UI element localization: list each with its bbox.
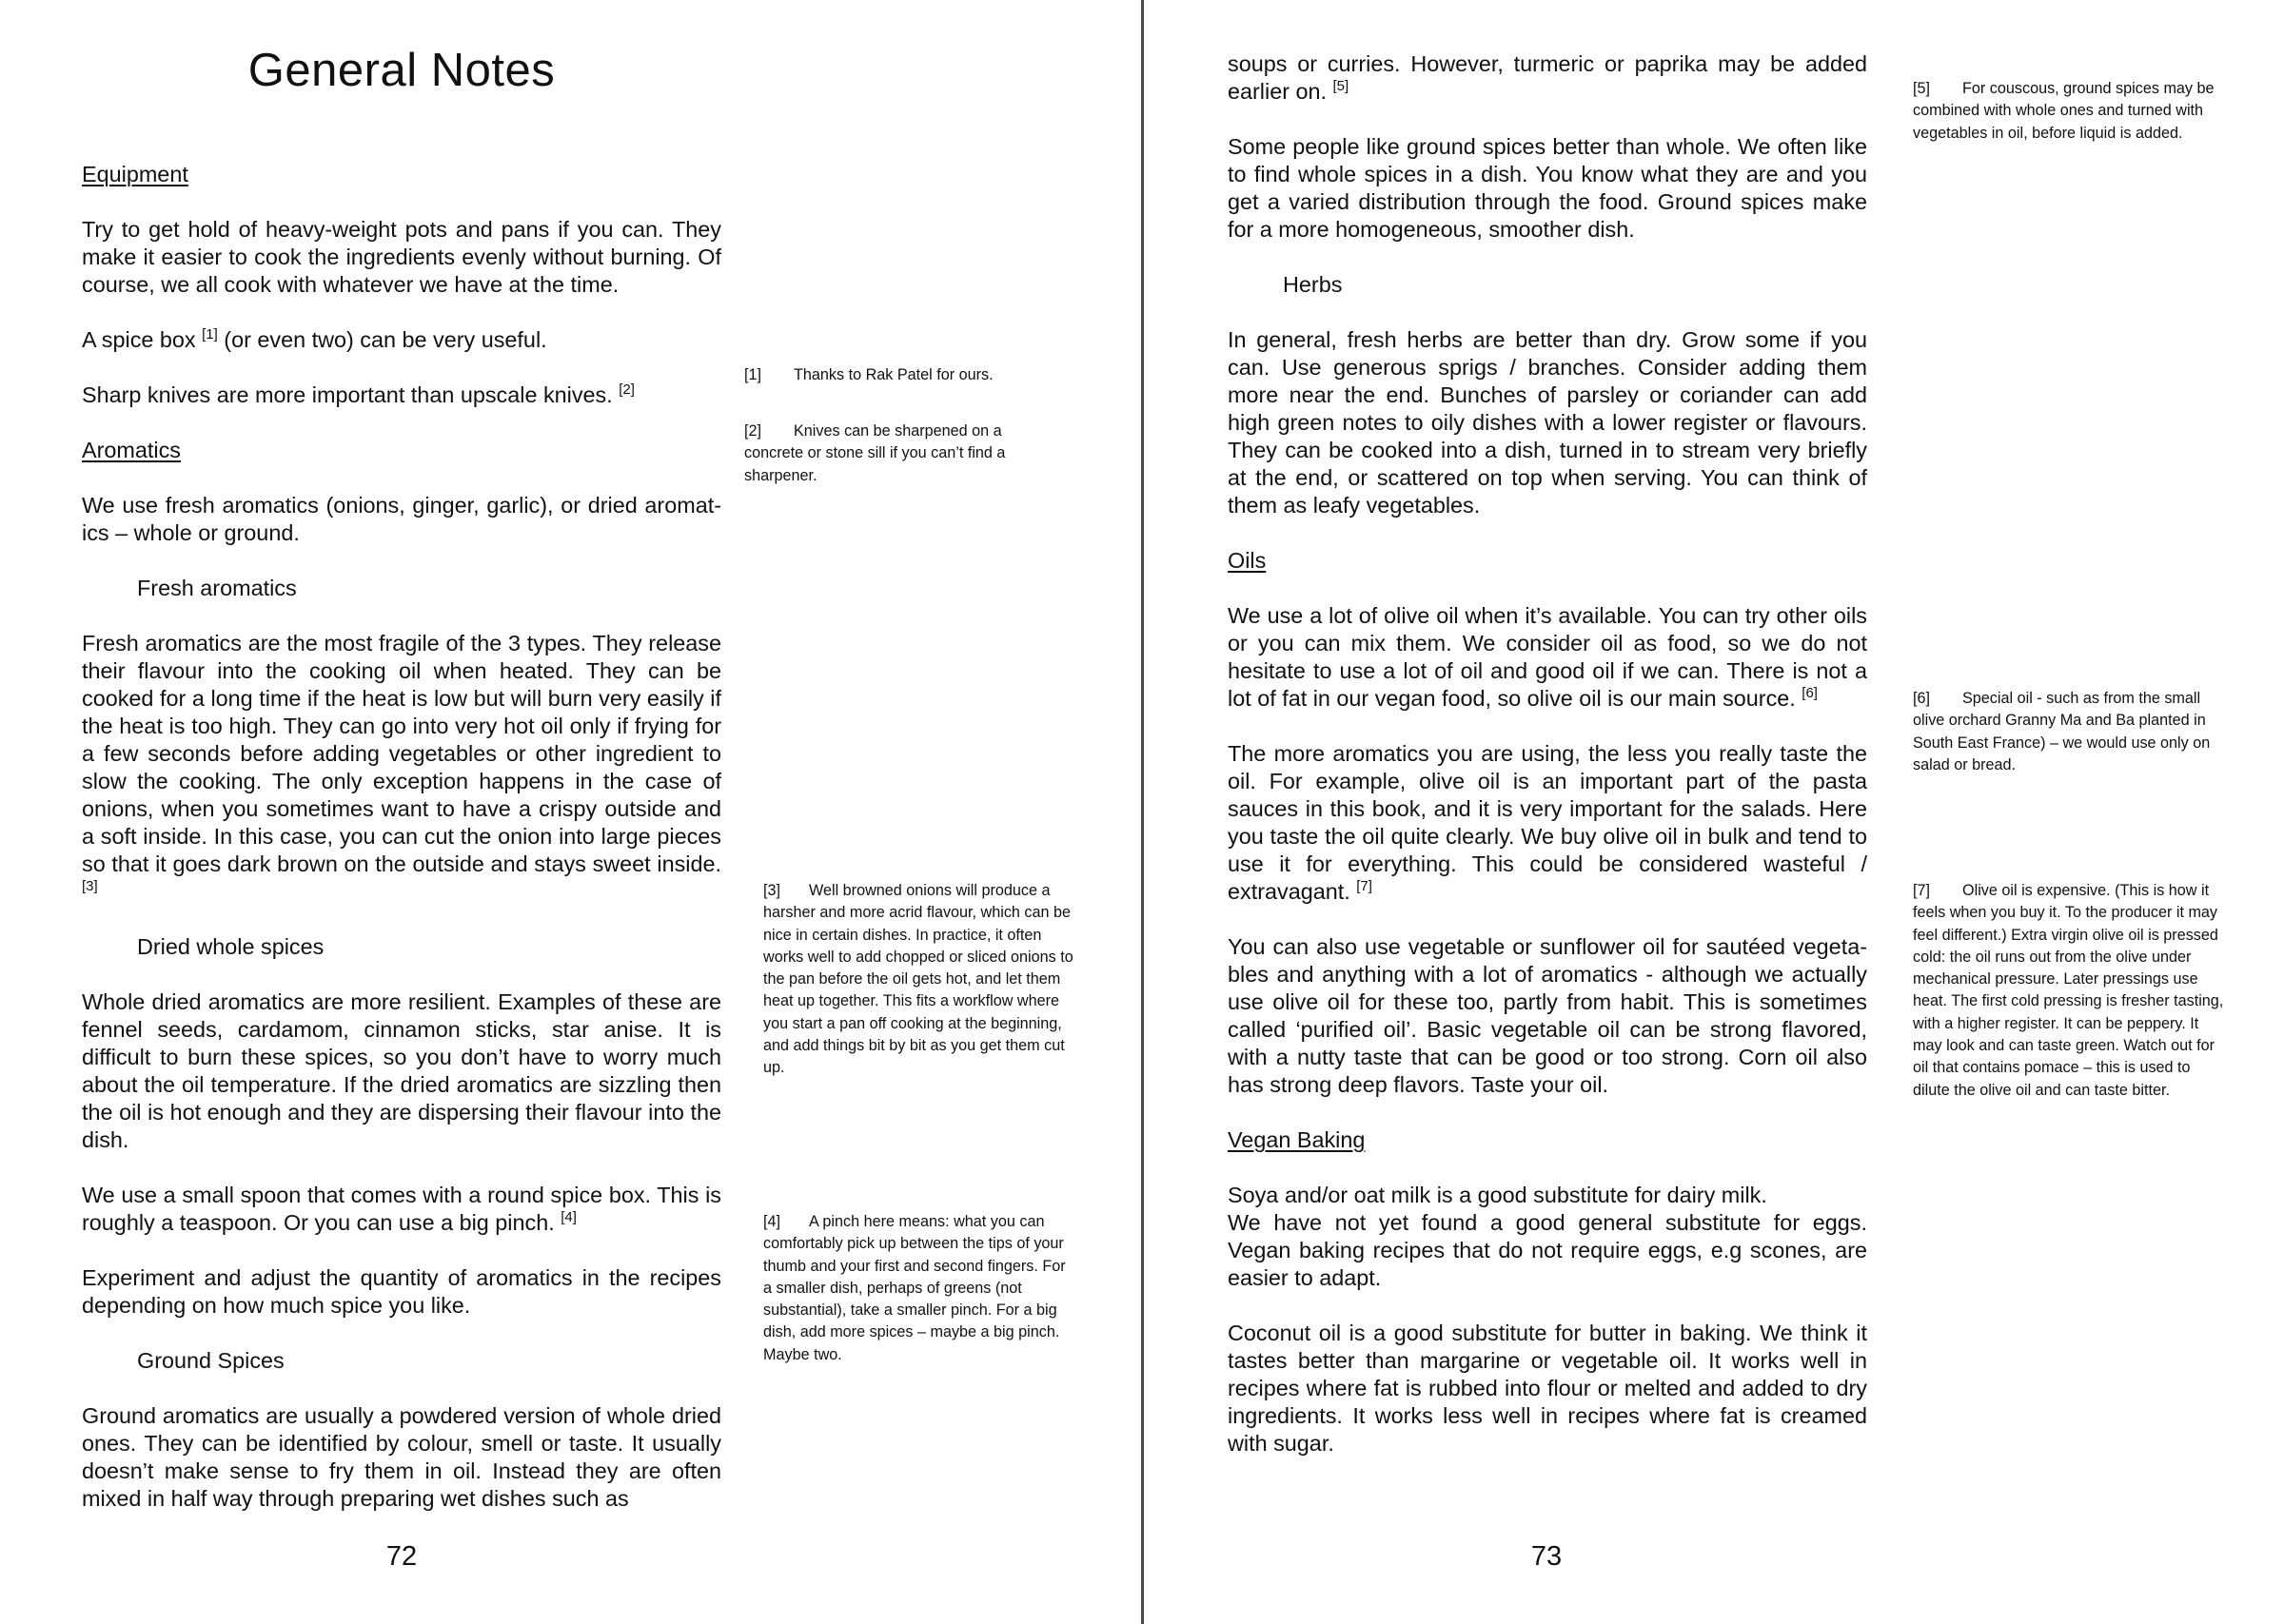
paragraph bbox=[1228, 602, 1867, 713]
paragraph: Try to get hold of heavy-weight pots and pans if you can. They make it easier to cook the ingredients evenly without burning. Of course, we all cook with whatever we have at the time. bbox=[82, 217, 721, 297]
footnote-text: Well browned onions will produce a harsher and more acrid flavour, which can be nice in certain dishes. In practice, it often works well to add chopped or sliced onions to the pan before the oil gets hot, and let them heat up together. This fits a workflow where you start a pan off cooking at the beginning, and add things bit by bit as you get them cut up. bbox=[763, 882, 1073, 1077]
footnote-ref-7[interactable]: [7] bbox=[1356, 878, 1372, 894]
paragraph-text: A spice box bbox=[82, 327, 203, 352]
paragraph: Coconut oil is a good substitute for butter in baking. We think it tastes better than margarine or vegetable oil. It works well in recipes where fat is rubbed into flour or melted and added to dry ingredients. It works less well in recipes where fat is creamed with sugar. bbox=[1228, 1321, 1867, 1456]
footnote-ref-6[interactable]: [6] bbox=[1802, 685, 1818, 701]
footnote-mark: [6] bbox=[1913, 690, 1930, 707]
footnote-6 bbox=[1913, 688, 2227, 776]
footnote-ref-3[interactable]: [3] bbox=[82, 878, 98, 894]
footnote-mark: [3] bbox=[763, 882, 780, 899]
footnote-7 bbox=[1913, 880, 2227, 1102]
paragraph bbox=[1228, 50, 1867, 106]
footnote-1 bbox=[744, 364, 1058, 386]
section-heading-equipment: Equipment bbox=[82, 162, 188, 186]
page-73 bbox=[1144, 0, 2284, 1624]
paragraph: We use fresh aromatics (onions, ginger, garlic), or dried aromat-ics – whole or ground. bbox=[82, 493, 721, 545]
paragraph-text: The more aromatics you are using, the less you really taste the oil. For example, olive oil is an important part of the pasta sauces in this book, and it is very important for the salads. Here you taste the oil quite clearly. We buy olive oil in bulk and tend to use it for everything. This could be considered wasteful / extravagant. bbox=[1228, 741, 1867, 904]
footnote-text: Special oil - such as from the small olive orchard Granny Ma and Ba planted in South East France) – we would use only on salad or bread. bbox=[1913, 690, 2211, 773]
paragraph-text: We use a lot of olive oil when it’s available. You can try other oils or you can mix them. We consider oil as food, so we do not hesitate to use a lot of oil and good oil if we can. There is not a lot of fat in our vegan food, so olive oil is our main source. bbox=[1228, 603, 1867, 711]
footnote-text: Knives can be sharpened on a concrete or stone sill if you can’t find a sharpener. bbox=[744, 422, 1006, 484]
section-heading-aromatics: Aromatics bbox=[82, 438, 181, 462]
paragraph-text: We use a small spoon that comes with a round spice box. This is roughly a teaspoon. Or you can use a big pinch. bbox=[82, 1183, 721, 1235]
main-text-column bbox=[1228, 50, 1867, 1458]
section-heading-vegan-baking: Vegan Baking bbox=[1228, 1127, 1366, 1152]
subheading-ground-spices: Ground Spices bbox=[137, 1348, 285, 1373]
footnote-mark: [5] bbox=[1913, 80, 1930, 97]
section-heading-oils: Oils bbox=[1228, 548, 1267, 573]
paragraph bbox=[82, 326, 721, 354]
paragraph: Ground aromatics are usually a powdered version of whole dried ones. They can be identified by colour, smell or taste. It usually doesn’t make sense to fry them in oil. Instead they are often mixed in half way through preparing wet dishes such as bbox=[82, 1403, 721, 1511]
paragraph bbox=[82, 630, 721, 906]
paragraph: You can also use vegetable or sunflower oil for sautéed vegeta-bles and anything with a lot of aromatics - although we actually use olive oil for these too, partly from habit. This is sometimes called ‘purified oil’. Basic vegetable oil can be strong flavored, with a nutty taste that can be good or too strong. Corn oil also has strong deep flavors. Taste your oil. bbox=[1228, 934, 1867, 1097]
paragraph: Soya and/or oat milk is a good substitute for dairy milk. bbox=[1228, 1183, 1767, 1207]
paragraph: Some people like ground spices better than whole. We often like to find whole spices in a dish. You know what they are and you get a varied distribution through the food. Ground spices make for a more homogeneous, smoother dish. bbox=[1228, 134, 1867, 242]
paragraph: We have not yet found a good general substitute for eggs. Vegan baking recipes that do not require eggs, e.g scones, are easier to adapt. bbox=[1228, 1210, 1867, 1290]
footnote-ref-1[interactable]: [1] bbox=[202, 326, 218, 342]
footnote-ref-2[interactable]: [2] bbox=[619, 382, 635, 398]
footnote-4 bbox=[763, 1211, 1077, 1366]
subheading-dried-whole-spices: Dried whole spices bbox=[137, 934, 325, 959]
footnote-2 bbox=[744, 421, 1058, 487]
paragraph bbox=[82, 382, 721, 409]
footnote-mark: [1] bbox=[744, 366, 761, 383]
page-number: 72 bbox=[385, 1541, 418, 1572]
footnote-mark: [2] bbox=[744, 422, 761, 440]
paragraph bbox=[1228, 740, 1867, 906]
paragraph: In general, fresh herbs are better than dry. Grow some if you can. Use generous sprigs / branches. Consider adding them more near the end. Bunches of parsley or coriander can add high green notes to oily dishes with a lower register or flavours. They can be cooked into a dish, turned in to stream very briefly at the end, or scattered on top when serving. You can think of them as leafy vegetables. bbox=[1228, 327, 1867, 518]
footnote-5 bbox=[1913, 78, 2227, 145]
footnote-text: Thanks to Rak Patel for ours. bbox=[794, 366, 994, 383]
page-number: 73 bbox=[1530, 1541, 1563, 1572]
footnote-text: For couscous, ground spices may be combined with whole ones and turned with vegetables in oil, before liquid is added. bbox=[1913, 80, 2215, 142]
footnote-ref-4[interactable]: [4] bbox=[561, 1209, 577, 1225]
paragraph-text: Fresh aromatics are the most fragile of the 3 types. They release their flavour into the cooking oil when heated. They can be cooked for a long time if the heat is low but will burn very easily if the heat is too high. They can go into very hot oil only if frying for a few seconds before adding vegetables or other ingredient to slow the cooking. The only exception happens in the case of onions, when you sometimes want to have a crispy outside and a soft inside. In this case, you can cut the onion into large pieces so that it goes dark brown on the outside and stays sweet inside. bbox=[82, 631, 721, 876]
paragraph-text: (or even two) can be very useful. bbox=[217, 327, 547, 352]
paragraph bbox=[82, 1182, 721, 1237]
footnote-mark: [4] bbox=[763, 1213, 780, 1230]
paragraph: Whole dried aromatics are more resilient. Examples of these are fennel seeds, cardamom, cinnamon sticks, star anise. It is difficult to burn these spices, so you don’t have to worry much about the oil temperature. If the dried aromatics are sizzling then the oil is hot enough and they are dispersing their flavour into the dish. bbox=[82, 989, 721, 1152]
page-title: General Notes bbox=[247, 45, 556, 96]
footnote-text: A pinch here means: what you can comfortably pick up between the tips of your thumb and your first and second fingers. For a smaller dish, perhaps of greens (not substantial), take a smaller pinch. For a big dish, add more spices – maybe a big pinch. Maybe two. bbox=[763, 1213, 1066, 1363]
subheading-fresh-aromatics: Fresh aromatics bbox=[137, 576, 297, 600]
paragraph-text: soups or curries. However, turmeric or paprika may be added earlier on. bbox=[1228, 51, 1867, 104]
footnote-ref-5[interactable]: [5] bbox=[1332, 78, 1349, 94]
footnote-3 bbox=[763, 880, 1077, 1080]
footnote-text: Olive oil is expensive. (This is how it feels when you buy it. To the producer it may feel different.) Extra virgin olive oil is pressed cold: the oil runs out from the olive under mechanical pressure. Later pressings use heat. The first cold pressing is fresher tasting, with a higher register. It can be peppery. It may look and can taste green. Watch out for oil that contains pomace – this is used to dilute the olive oil and can taste bitter. bbox=[1913, 882, 2224, 1099]
main-text-column bbox=[82, 161, 721, 1513]
footnote-mark: [7] bbox=[1913, 882, 1930, 899]
subheading-herbs: Herbs bbox=[1283, 272, 1343, 297]
paragraph-text: Sharp knives are more important than upscale knives. bbox=[82, 382, 620, 407]
page-72 bbox=[0, 0, 1141, 1624]
paragraph: Experiment and adjust the quantity of aromatics in the recipes depending on how much spice you like. bbox=[82, 1265, 721, 1318]
